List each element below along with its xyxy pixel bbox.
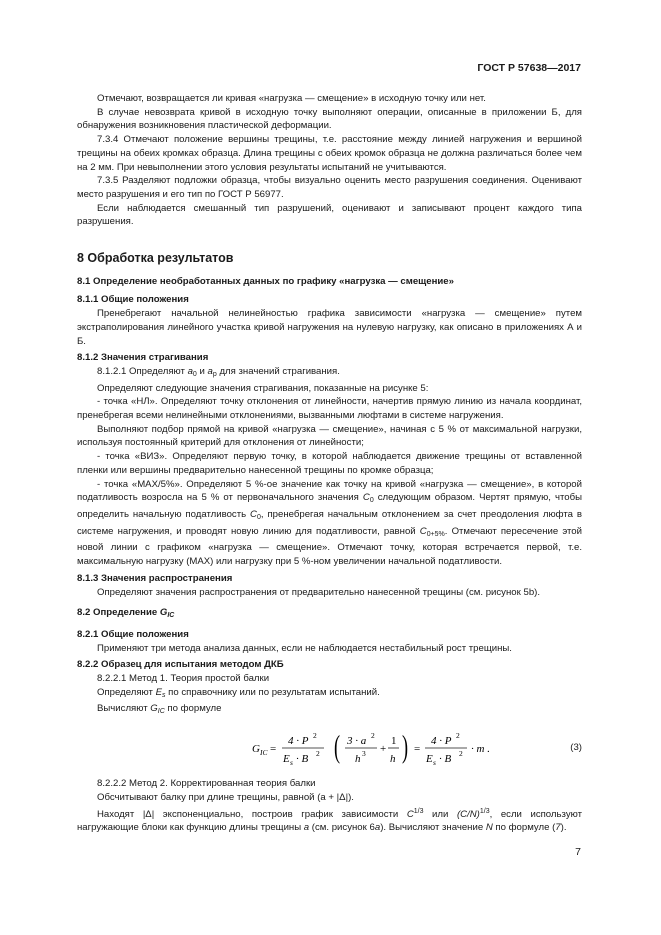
- formula-graphic: [77, 725, 582, 771]
- paragraph: Определяют $E_s$ по справочнику или по результатам испытаний.: [97, 686, 380, 699]
- formula-tail: · m .: [471, 743, 490, 756]
- formula-plus: +: [380, 743, 387, 756]
- frac2-num-sup: 2: [371, 731, 375, 741]
- frac4-num: 4 · P: [431, 735, 452, 748]
- paragraph: - точка «MAX/5%». Определяют 5 %-ое значение как точку на кривой «нагрузка — смещение», в которой податливость возросла на 5 % от первоначального значения $C_0$ следующим образом. Чертят прямую, чтобы определить начальную податливость $C_0$, пренебрегая начальным отклонением за счет преодоления люфта в системе нагружения, и проводят новую линию для податливости, равной $C_{0+5\%}$. Отмечают пересечение этой новой линии с графиком «нагрузка — смещение». Отмечают точку, которая встречается первой, т.е. максимальную нагрузку (MAX) или нагрузку при 5 %-ном увеличении начальной податливости.: [77, 478, 583, 568]
- paragraph: 8.2.2.2 Метод 2. Корректированная теория балки: [97, 778, 316, 790]
- section-heading-8: 8 Обработка результатов: [77, 251, 234, 266]
- subsection-heading-8-1-2: 8.1.2 Значения страгивания: [77, 352, 209, 364]
- paren-close-icon: ): [402, 728, 409, 765]
- frac1-num: 4 · P: [288, 735, 309, 748]
- paragraph: 8.1.2.1 Определяют $a_0$ и $a_p$ для значений страгивания.: [97, 365, 340, 378]
- frac4-den-sup: 2: [459, 749, 463, 759]
- frac4-den-sub: s: [433, 758, 436, 768]
- paragraph: Пренебрегают начальной нелинейностью графика зависимости «нагрузка — смещение» путем экстраполирования линейного участка кривой нагружения на нулевую нагрузку, как описано в приложениях А и Б.: [77, 308, 582, 347]
- paren-open-icon: (: [334, 728, 341, 765]
- formula-3: [77, 725, 582, 771]
- frac4-den-b: · B: [439, 753, 452, 766]
- formula-lhs-sub: IC: [260, 748, 268, 758]
- formula-eq-2: =: [414, 743, 421, 756]
- frac4-num-sup: 2: [456, 731, 460, 741]
- paragraph: 7.3.5 Разделяют подложки образца, чтобы визуально оценить место разрушения соединения. Оценивают место разрушения и его тип по ГОСТ Р 56977.: [77, 175, 582, 200]
- equation-number: (3): [570, 742, 582, 754]
- paragraph: - точка «НЛ». Определяют точку отклонения от линейности, начертив прямую линию из начала координат, пренебрегая всеми нелинейными отклонениями, вызванными люфтами в системе нагружения.: [77, 396, 582, 422]
- subsection-heading-8-1-3: 8.1.3 Значения распространения: [77, 572, 233, 584]
- subsection-heading-8-2: 8.2 Определение $G_{IC}$: [77, 607, 175, 620]
- page-content: [77, 92, 582, 835]
- paragraph: Выполняют подбор прямой на кривой «нагрузка — смещение», начиная с 5 % от максимальной нагрузки, используя постоянный критерий для отклонения от линейности;: [77, 423, 582, 449]
- paragraph: Определяют следующие значения страгивания, показанные на рисунке 5:: [97, 382, 429, 394]
- paragraph: Отмечают, возвращается ли кривая «нагрузка — смещение» в исходную точку или нет.: [97, 93, 486, 104]
- paragraph: Применяют три метода анализа данных, если не наблюдается нестабильный рост трещины.: [97, 642, 512, 654]
- paragraph: - точка «ВИЗ». Определяют первую точку, в которой наблюдается движение трещины от вставленной пленки или вершины предварительно нанесенной трещины по кромке образца;: [77, 451, 582, 476]
- formula-lhs: G: [252, 743, 260, 756]
- frac3-num: 1: [391, 735, 397, 748]
- frac4-den: E: [426, 753, 433, 766]
- paragraph: Если наблюдается смешанный тип разрушений, оценивают и записывают процент каждого типа разрушения.: [77, 202, 582, 228]
- standard-header: ГОСТ Р 57638—2017: [477, 62, 581, 74]
- paragraph: Определяют значения распространения от предварительно нанесенной трещины (см. рисунок 5b).: [97, 586, 541, 598]
- paragraph: Вычисляют $G_{IC}$ по формуле: [97, 703, 222, 716]
- page-number: 7: [575, 846, 581, 858]
- subsection-heading-8-1-1: 8.1.1 Общие положения: [77, 294, 189, 306]
- frac1-den-b: · B: [296, 753, 309, 766]
- paragraph: 7.3.4 Отмечают положение вершины трещины, т.е. расстояние между линией нагружения и вершиной трещины на обеих кромках образца. Длина трещины с обеих кромок образца не должна различаться более чем на 2 мм. При невыполнении этого условия результаты испытаний не учитываются.: [77, 134, 582, 173]
- subsection-heading-8-2-1: 8.2.1 Общие положения: [77, 628, 189, 640]
- frac2-den-sup: 3: [362, 749, 366, 759]
- paragraph: Обсчитывают балку при длине трещины, равной (a + |Δ|).: [97, 791, 354, 803]
- formula-eq: =: [270, 743, 277, 756]
- frac1-num-sup: 2: [313, 731, 317, 741]
- paragraph: 8.2.2.1 Метод 1. Теория простой балки: [97, 673, 270, 685]
- subsection-heading-8-2-2: 8.2.2 Образец для испытания методом ДКБ: [77, 659, 284, 671]
- paragraph: В случае невозврата кривой в исходную точку выполняют операции, описанные в приложении Б, для обнаружения возникновения пластической деформации.: [77, 106, 582, 132]
- paragraph: Находят |Δ| экспоненциально, построив график зависимости $C^{1/3}$ или $(C/N)^{1/3}$, если используют нагружающие блоки как функцию длины трещины a (см. рисунок 6a). Вычисляют значение N по формуле (7).: [77, 807, 582, 834]
- frac2-num: 3 · a: [347, 735, 367, 748]
- frac3-den: h: [390, 753, 396, 766]
- subsection-heading-8-1: 8.1 Определение необработанных данных по графику «нагрузка — смещение»: [77, 275, 454, 287]
- frac1-den-sup: 2: [316, 749, 320, 759]
- frac2-den: h: [355, 753, 361, 766]
- frac1-den-sub: s: [290, 758, 293, 768]
- frac1-den: E: [283, 753, 290, 766]
